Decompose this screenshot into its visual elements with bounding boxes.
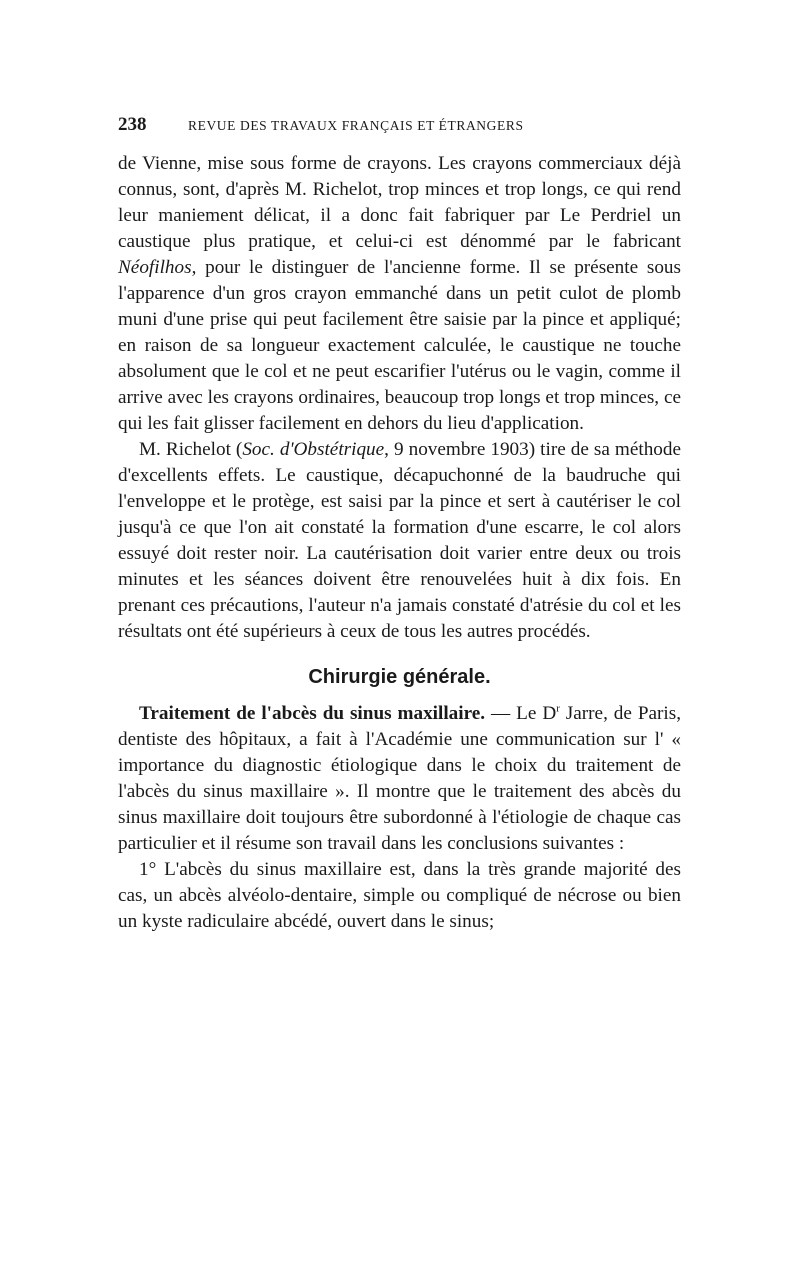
paragraph-text: Jarre, de Paris, dentiste des hôpitaux, a fait à l'Académie une communication sur l' « importance du diagnostic étiologique dans le choix du traitement de l'abcès du sinus maxillaire ». Il montre que le traitement des abcès du sinus maxillaire doit toujours être subordonné à l'étiologie de chaque cas particulier et il résume son travail dans les conclusions suivantes : xyxy=(118,703,682,854)
article-title: Traitement de l'abcès du sinus maxillaire. xyxy=(139,703,486,724)
paragraph-conclusion-1 xyxy=(118,857,681,935)
paragraph-lead: M. Richelot ( xyxy=(139,439,243,460)
page-number: 238 xyxy=(118,114,147,135)
product-name: Néofilhos xyxy=(118,257,192,278)
paragraph-text: 1° L'abcès du sinus maxillaire est, dans la très grande majorité des cas, un abcès alvéolo-dentaire, simple ou compliqué de nécrose ou bien un kyste radiculaire abcédé, ouvert dans le sinus; xyxy=(118,859,681,932)
paragraph-neofilhos xyxy=(118,151,681,437)
running-head xyxy=(118,114,681,142)
citation-source: Soc. d'Obstétrique xyxy=(242,439,385,460)
paragraph-richelot xyxy=(118,437,681,645)
journal-title: REVUE DES TRAVAUX FRANÇAIS ET ÉTRANGERS xyxy=(188,118,524,133)
body-text xyxy=(118,151,681,935)
paragraph-text: de Vienne, mise sous forme de crayons. Les crayons commerciaux déjà connus, sont, d'après M. Richelot, trop minces et trop longs, ce qui rend leur maniement délicat, il a donc fait fabriquer par Le Perdriel un caustique plus pratique, et celui-ci est dénommé par le fabricant xyxy=(118,153,681,252)
section-heading: Chirurgie générale. xyxy=(308,666,491,688)
paragraph-sinus-abscess xyxy=(118,701,681,857)
book-page xyxy=(118,114,681,935)
paragraph-text-continued: , pour le distinguer de l'ancienne forme. Il se présente sous l'apparence d'un gros crayon emmanché dans un petit culot de plomb muni d'une prise qui peut facilement être saisie par la pince et appliqué; en raison de sa longueur exactement calculée, le caustique ne touche absolument que le col et ne peut escarifier l'utérus ou le vagin, comme il arrive avec les crayons ordinaires, beaucoup trop longs et trop minces, ce qui les fait glisser facilement en dehors du lieu d'application. xyxy=(118,257,681,434)
paragraph-text: , 9 novembre 1903) tire de sa méthode d'excellents effets. Le caustique, décapuchonné de la baudruche qui l'enveloppe et le protège, est saisi par la pince et sert à cautériser le col jusqu'à ce que l'on ait constaté la formation d'une escarre, le col alors essuyé doit rester noir. La cautérisation doit varier entre deux ou trois minutes et les séances doivent être renouvelées huit à dix fois. En prenant ces précautions, l'auteur n'a jamais constaté d'atrésie du col et les résultats ont été supérieurs à ceux de tous les autres procédés. xyxy=(118,439,681,642)
paragraph-text-lead: — Le D xyxy=(485,703,557,724)
doctor-abbrev-sup: r xyxy=(556,702,560,715)
